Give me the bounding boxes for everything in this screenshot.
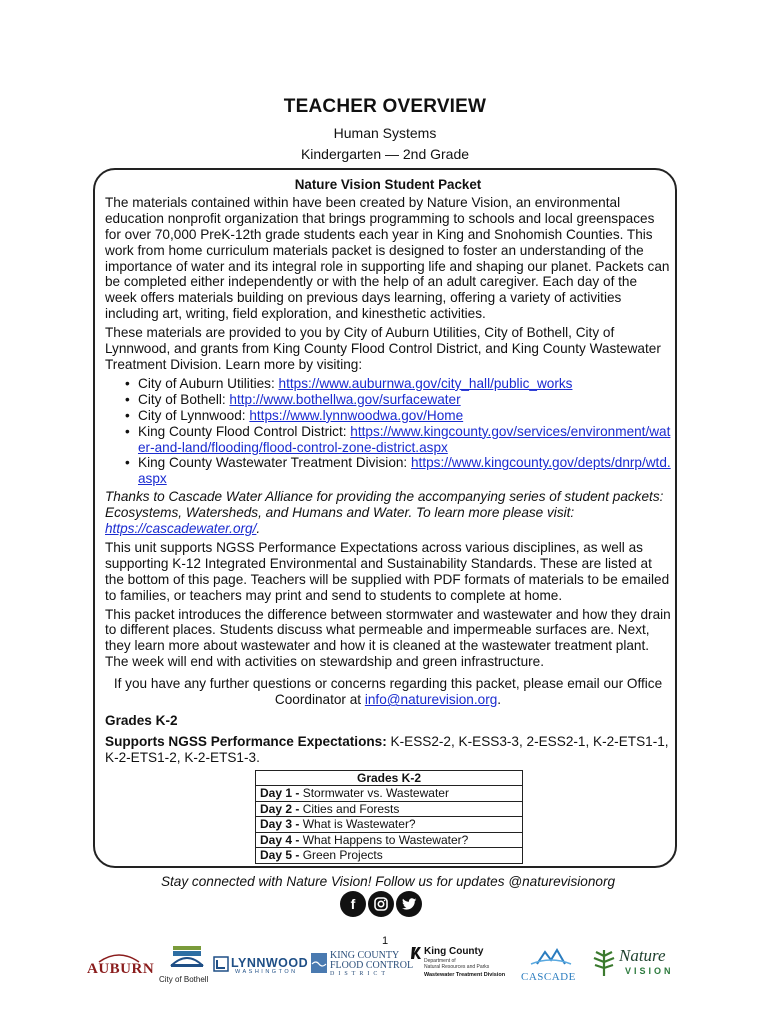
schedule-table	[255, 770, 523, 864]
cascade-logo: CASCADE	[521, 946, 585, 983]
social-icons	[340, 891, 422, 917]
instagram-icon[interactable]	[368, 891, 394, 917]
page-subtitle: Human Systems	[333, 125, 437, 141]
cascade-link[interactable]: https://cascadewater.org/	[105, 521, 257, 537]
expectations-line: Supports NGSS Performance Expectations: K-ESS2-2, K-ESS3-3, 2-ESS2-1, K-2-ETS1-1, K-2-ETS1-2, K-2-ETS1-3.	[105, 733, 669, 765]
email-link[interactable]: info@naturevision.org	[364, 692, 498, 708]
grades-heading: Grades K-2	[105, 713, 178, 728]
list-item: • King County Flood Control District: https://www.kingcounty.gov/services/environment/water-and-land/flooding/flood-control-zone-district.aspx	[125, 424, 671, 456]
packet-heading: Nature Vision Student Packet	[294, 177, 482, 192]
table-row: Day 4 - What Happens to Wastewater?	[256, 832, 523, 848]
thanks-paragraph: Thanks to Cascade Water Alliance for providing the accompanying series of student packets: Ecosystems, Watersheds, and Humans and Water. To learn more please visit: https://cascadewater.org/.	[105, 489, 664, 537]
bothell-link[interactable]: http://www.bothellwa.gov/surfacewater	[229, 391, 461, 407]
table-row: Day 1 - Stormwater vs. Wastewater	[256, 786, 523, 802]
intro-paragraph: The materials contained within have been created by Nature Vision, an environmental education nonprofit organization that brings programming to schools and local greenspaces for over 70,000 PreK-12th grade students each year in King and Snohomish Counties. This work from home curriculum materials packet is designed to foster an understanding of the importance of water and its integral role in supporting life and shaping our planet. Packets can be completed either independently or with the help of an adult caregiver. Each day of the week offers materials building on previous days learning, offering a variety of activities including art, writing, field exploration, and kinesthetic activities.	[105, 194, 670, 322]
auburn-link[interactable]: https://www.auburnwa.gov/city_hall/public_works	[278, 375, 573, 391]
stay-connected: Stay connected with Nature Vision! Follow us for updates @naturevisionorg	[160, 873, 616, 889]
facebook-icon[interactable]: f	[340, 891, 366, 917]
list-item: • King County Wastewater Treatment Division: https://www.kingcounty.gov/depts/dnrp/wtd.aspx	[125, 455, 671, 487]
table-row: Day 2 - Cities and Forests	[256, 801, 523, 817]
packet-content	[105, 177, 671, 893]
table-row: Day 5 - Green Projects	[256, 848, 523, 864]
page-number: 1	[381, 935, 389, 947]
table-row: Day 3 - What is Wastewater?	[256, 817, 523, 833]
ngss-paragraph: This unit supports NGSS Performance Expectations across various disciplines, as well as supporting K-12 Integrated Environmental and Sustainability Standards. These are listed at the bottom of this page. Teachers will be supplied with PDF formats of materials to be emailed to families, or teachers may print and send to students to complete at home.	[105, 539, 670, 603]
list-item: • City of Lynnwood: https://www.lynnwoodwa.gov/Home	[125, 408, 671, 424]
auburn-logo: AUBURN	[85, 950, 155, 989]
summary-paragraph: This packet introduces the difference between stormwater and wastewater and how they drain to different places. Students discuss what permeable and impermeable surfaces are. Next, they learn more about wastewater and how it is cleaned at the wastewater treatment plant. The week will end with activities on stewardship and green infrastructure.	[105, 606, 671, 670]
list-item: • City of Auburn Utilities: https://www.auburnwa.gov/city_hall/public_works	[125, 376, 671, 392]
list-item: • City of Bothell: http://www.bothellwa.gov/surfacewater	[125, 392, 671, 408]
contact-paragraph: If you have any further questions or concerns regarding this packet, please email our Office Coordinator at info@naturevision.org.	[113, 676, 663, 708]
bothell-logo: City of Bothell	[159, 944, 215, 984]
page-title: TEACHER OVERVIEW	[283, 96, 487, 117]
provided-paragraph: These materials are provided to you by City of Auburn Utilities, City of Bothell, City of Lynnwood, and grants from King County Flood Control District, and King County Wastewater Treatment Division. Learn more by visiting:	[105, 325, 661, 372]
kc-wastewater-link[interactable]: https://www.kingcounty.gov/depts/dnrp/wtd.aspx	[138, 455, 671, 487]
schedule-heading: Grades K-2	[256, 770, 523, 786]
lynnwood-link[interactable]: https://www.lynnwoodwa.gov/Home	[249, 407, 464, 423]
twitter-icon[interactable]	[396, 891, 422, 917]
partner-links-list	[105, 376, 671, 487]
grade-range: Kindergarten — 2nd Grade	[300, 146, 470, 162]
kc-flood-link[interactable]: https://www.kingcounty.gov/services/environment/water-and-land/flooding/flood-control-zone-district.aspx	[138, 423, 671, 455]
partner-logos: AUBURN City of Bothell LYNNWOOD WASHINGTON KING COUNTY FLOOD CONTROL DISTRICT King County Department of Natural Resources and Parks Wastewater Treatment Division CASCADE Nature VISION	[85, 944, 685, 990]
